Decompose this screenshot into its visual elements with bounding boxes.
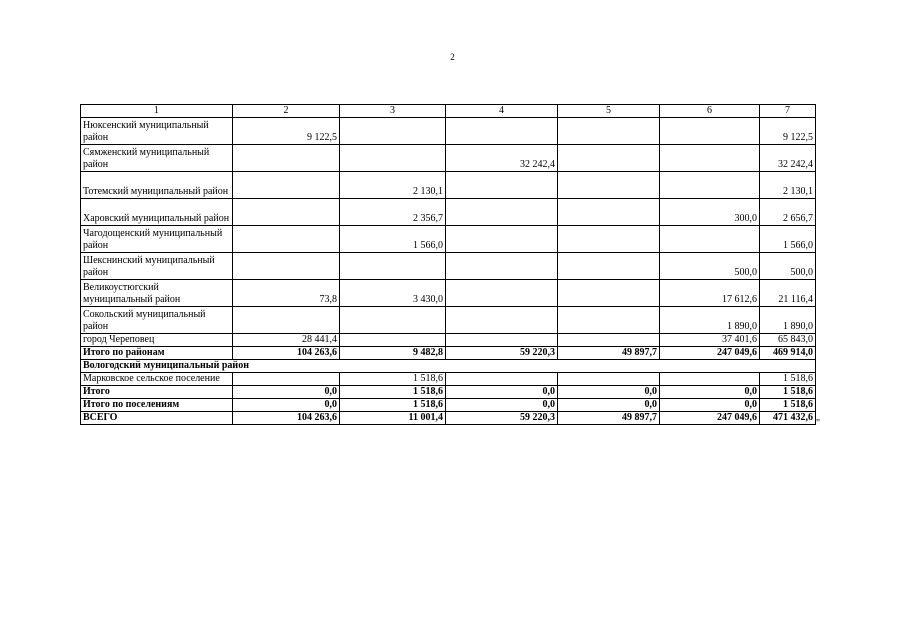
cell-col2: 104 263,6	[233, 347, 340, 360]
page-number: 2	[450, 52, 455, 62]
row-name: Сямженский муниципальный район	[81, 145, 233, 172]
cell-col4	[446, 280, 558, 307]
cell-col2	[233, 226, 340, 253]
cell-col5	[558, 199, 660, 226]
subtotal-row	[81, 347, 816, 360]
cell-col5: 0,0	[558, 399, 660, 412]
subtotal-row	[81, 386, 816, 399]
row-name: Тотемский муниципальный район	[81, 172, 233, 199]
table-row	[81, 145, 816, 172]
cell-col4	[446, 373, 558, 386]
cell-col2: 9 122,5	[233, 118, 340, 145]
cell-col6	[660, 118, 760, 145]
row-name: Нюксенский муниципальный район	[81, 118, 233, 145]
cell-col7: 471 432,6	[760, 412, 816, 425]
grand-total-row	[81, 412, 816, 425]
cell-col5	[558, 172, 660, 199]
cell-col7: 1 518,6	[760, 399, 816, 412]
column-header: 3	[340, 105, 446, 118]
cell-col5	[558, 226, 660, 253]
row-name: Чагодощенский муниципальный район	[81, 226, 233, 253]
cell-col7: 21 116,4	[760, 280, 816, 307]
cell-col2	[233, 172, 340, 199]
cell-col6: 247 049,6	[660, 347, 760, 360]
cell-col3: 3 430,0	[340, 280, 446, 307]
section-title: Вологодский муниципальный район	[81, 360, 816, 373]
cell-col5	[558, 280, 660, 307]
cell-col2	[233, 253, 340, 280]
cell-col3: 1 518,6	[340, 373, 446, 386]
row-name: Харовский муниципальный район	[81, 199, 233, 226]
table-row	[81, 199, 816, 226]
cell-col7: 9 122,5	[760, 118, 816, 145]
cell-col6: 0,0	[660, 386, 760, 399]
table-row	[81, 373, 816, 386]
cell-col7: 1 566,0	[760, 226, 816, 253]
table-row	[81, 118, 816, 145]
cell-col6: 37 401,6	[660, 334, 760, 347]
cell-col6	[660, 373, 760, 386]
cell-col5	[558, 145, 660, 172]
cell-col3: 1 518,6	[340, 386, 446, 399]
cell-col7: 2 656,7	[760, 199, 816, 226]
closing-quote: "	[816, 418, 821, 429]
row-name: Итого по поселениям	[81, 399, 233, 412]
subtotal-row	[81, 399, 816, 412]
cell-col5	[558, 118, 660, 145]
column-header: 4	[446, 105, 558, 118]
cell-col4: 59 220,3	[446, 347, 558, 360]
cell-col2: 0,0	[233, 399, 340, 412]
cell-col4: 59 220,3	[446, 412, 558, 425]
cell-col4: 0,0	[446, 399, 558, 412]
cell-col2: 28 441,4	[233, 334, 340, 347]
cell-col3: 2 356,7	[340, 199, 446, 226]
cell-col4	[446, 307, 558, 334]
table-row	[81, 226, 816, 253]
cell-col3: 11 001,4	[340, 412, 446, 425]
cell-col2	[233, 307, 340, 334]
row-name: ВСЕГО	[81, 412, 233, 425]
table-row	[81, 172, 816, 199]
cell-col4	[446, 253, 558, 280]
cell-col5	[558, 307, 660, 334]
row-name: Сокольский муниципальный район	[81, 307, 233, 334]
row-name: Великоустюгский муниципальный район	[81, 280, 233, 307]
cell-col4	[446, 118, 558, 145]
table-row	[81, 307, 816, 334]
table-row	[81, 280, 816, 307]
cell-col2	[233, 373, 340, 386]
cell-col6: 17 612,6	[660, 280, 760, 307]
cell-col2	[233, 199, 340, 226]
cell-col5	[558, 334, 660, 347]
cell-col2: 104 263,6	[233, 412, 340, 425]
column-header: 5	[558, 105, 660, 118]
cell-col6	[660, 145, 760, 172]
cell-col6	[660, 172, 760, 199]
cell-col3: 1 566,0	[340, 226, 446, 253]
cell-col7: 65 843,0	[760, 334, 816, 347]
column-header: 2	[233, 105, 340, 118]
cell-col6: 0,0	[660, 399, 760, 412]
row-name: Итого по районам	[81, 347, 233, 360]
cell-col6: 500,0	[660, 253, 760, 280]
cell-col3	[340, 334, 446, 347]
cell-col4	[446, 172, 558, 199]
cell-col2	[233, 145, 340, 172]
row-name: Марковское сельское поселение	[81, 373, 233, 386]
cell-col3	[340, 253, 446, 280]
table-row	[81, 334, 816, 347]
cell-col3: 2 130,1	[340, 172, 446, 199]
cell-col3	[340, 118, 446, 145]
cell-col6: 1 890,0	[660, 307, 760, 334]
cell-col6: 300,0	[660, 199, 760, 226]
cell-col3	[340, 307, 446, 334]
cell-col3	[340, 145, 446, 172]
cell-col7: 2 130,1	[760, 172, 816, 199]
cell-col5: 49 897,7	[558, 412, 660, 425]
cell-col7: 1 518,6	[760, 373, 816, 386]
cell-col5	[558, 373, 660, 386]
cell-col4	[446, 226, 558, 253]
cell-col7: 32 242,4	[760, 145, 816, 172]
row-name: город Череповец	[81, 334, 233, 347]
cell-col7: 1 518,6	[760, 386, 816, 399]
column-header: 7	[760, 105, 816, 118]
table-header-row	[81, 105, 816, 118]
cell-col4: 0,0	[446, 386, 558, 399]
cell-col4: 32 242,4	[446, 145, 558, 172]
row-name: Шекснинский муниципальный район	[81, 253, 233, 280]
table-row	[81, 253, 816, 280]
cell-col7: 1 890,0	[760, 307, 816, 334]
budget-table	[80, 104, 816, 425]
cell-col5: 49 897,7	[558, 347, 660, 360]
cell-col2: 73,8	[233, 280, 340, 307]
column-header: 1	[81, 105, 233, 118]
cell-col3: 9 482,8	[340, 347, 446, 360]
cell-col5: 0,0	[558, 386, 660, 399]
cell-col7: 500,0	[760, 253, 816, 280]
cell-col6	[660, 226, 760, 253]
cell-col2: 0,0	[233, 386, 340, 399]
cell-col4	[446, 199, 558, 226]
cell-col4	[446, 334, 558, 347]
cell-col6: 247 049,6	[660, 412, 760, 425]
column-header: 6	[660, 105, 760, 118]
cell-col7: 469 914,0	[760, 347, 816, 360]
section-header-row	[81, 360, 816, 373]
row-name: Итого	[81, 386, 233, 399]
cell-col5	[558, 253, 660, 280]
cell-col3: 1 518,6	[340, 399, 446, 412]
